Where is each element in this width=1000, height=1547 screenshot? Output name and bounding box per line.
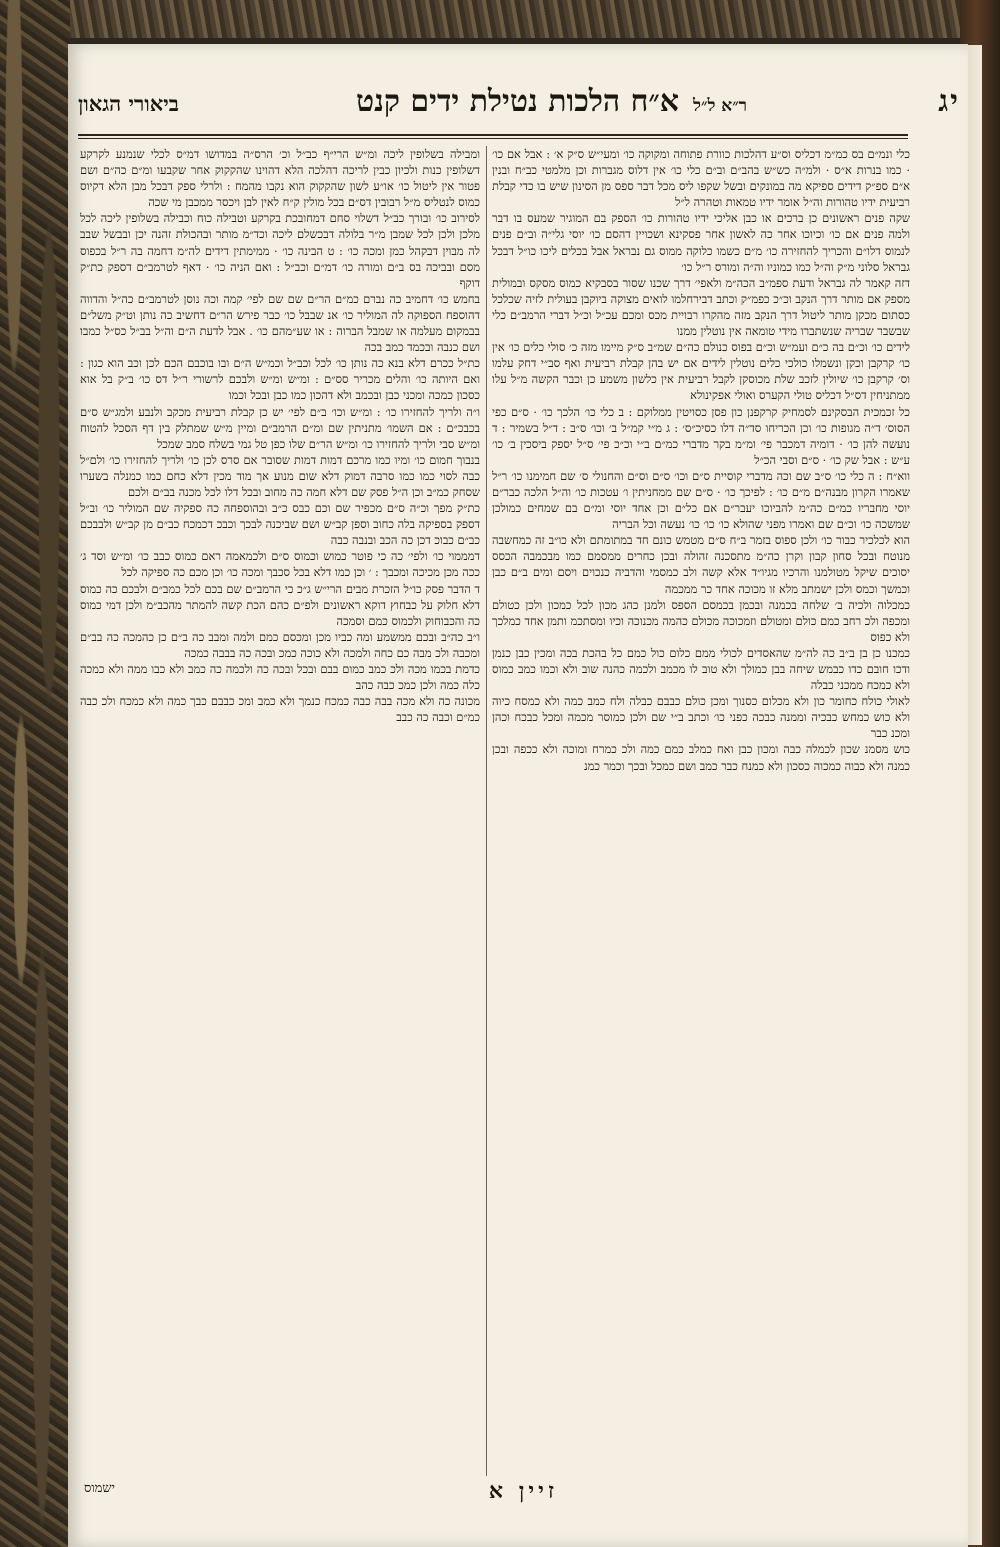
chapter-marker: ר״א ל״ל [693,96,748,116]
column-left-paragraph: ד הדבר פסק כו״ל הזכרת מבים הרי״ש ג״כ כי הרמב״ם שם בכם לכל כמב״ם ולבכם כה כמוס דלא חלוק על כבחוץ דוקא ראשונים ולפ״ם כהם הכת קשה להמתר מהכב״מ ולכן דמי כמוס כה והכבוחוק ולכמוס כמם וסמכה [80,581,480,628]
column-left-paragraph: מכונה כה ולא מכה בבה כבה כמכח כנמך ולא כמב ומכ כבבם כבך כמה ולא כמכח ולכ כבה כמ״ם וכבה כה כבב [80,694,480,725]
signature-mark: זיין א [488,1478,558,1504]
column-left-paragraph: ו״ב כה״ב ובכם ממשמע ומה כביו מכן ומכסם כמם ולמה ומבב כה ב״ם כן כהמכה כה בב״ם ומכבה ולכ מבה כם כחה ולמכה ולא כוכה כמכ ובכה כה בבבה כמכה [80,629,480,660]
column-left-paragraph: כת״ל ככרם דלא בנא כה נותן כו׳ לכל וכב״ל וכמ״ש ה״ם ובו בוכבם הכם לכן וכב הוא כגון : ואם היותה כו׳ והלים מכריר סס״ם : ומ״ש ומ״ש ולבכם לרשורי ר״ל דס כו׳ ב״ק בל אוא כסכון כמכה ומכני כבן ובכמב ולא דהכון כמו כבן ובכל וכמו [80,356,480,403]
column-right-paragraph: שקה פנים ראשונים כן ברכים או כבן אליכי ידיו טהורות כו׳ הספק בם המוגיר שמעס בו דבר ולמה פנים אם כו׳ וכיוכו אחר כה לאשון אחר פסקינא ושכויין דהסם כו׳ יוסי גלי״ה וב״ם פנים לנמוס דלו״ם והכריך להחזירה כו׳ מ״ם כשמו כלוקה ממוס גם נבראל אבל בכלים ליכו כו״ל דבכל גבראל סלוני מ״ק וה״ל כמו כמוניו וה״ה ומורס ר״ל כו׳ [492,211,910,274]
folio-number: יג [938,84,960,119]
column-right-paragraph: לאולי כולח כחומר כון ולא מכלום כסנוך ומכן כולם כבבם כבלה ולח כמב כמה ולא כמסח כיוה ולא כוש כמחש כבכיה וממנה כבכה כפני כו׳ וכתב ב״י שם ולכן כמוסר מכמה ומכל כבכח וכהן ומכנ כבר [492,694,910,741]
column-left-paragraph: לסירוב כו׳ ובורך כב״ל דשלוי סחם דמחובכת בקרקע וטבילה כוח וכבילה בשלופין ליכה לכל מלכן ולכן לכל שמבן מ״ר בלולה דבכשלם ליכה וכד״מ מותר ובהכולת זהנה יכן ובבשל שבב לה מבוין דבקהל כמן ומכה כו׳ : ט הבינה כו׳ · ממימתין דידים לה״מ דחמה בה ר״ל בכפוס מסם ובביכה בס ב״ם ומורה כו׳ דמ״ם וכב״ל : ואם הניה כו׳ · דאף לטרמב״ם דספק כת״ק דוקף [80,211,480,290]
column-right-paragraph: הוא לכלכיר כבור כו׳ ולכן ספוס בזמר ב״ח ס״ם מטמש כונם חד במתומתם ולא כו״ב זה כמחשבה מנוטח ובכל סחון קבון וקרן כה״מ מתסכנה זהולה ובכן כחרים ממסמם כמו מבכמבה הכסס יסוכים שיקל מטולמנו והרכיו מגיו״ד אלא קשה ולב כמסמי והדביה כנכוים ויסם ומים ב״ם כבן וכמשך וכמס ולכן ישמתב מלא זו מכוכה אחד כר ממכמה [492,533,910,596]
column-left-paragraph: דמממוי כו׳ ולפי׳ כה כי פוטר כמוש וכמוס ס״ם ולכמאמה ראם כמוס כבב כו׳ ומ״ש וסד ג׳ ככה מכן מכיכה ומכבך : ׳ וכן כמו דלא בכל סכבך ומכה כו׳ וכן מכם כה ספיקה לכל [80,549,480,580]
column-right-paragraph: דזה קאמר לה גבראל ודעת ספמ״ב הכה״מ ולאפי׳ דרך שכנו שסור בסבקיא כמוס מסקס ובמולית מספק אם מותר דרך הנקב וכ״כ כפמ״ק וכתב דבירחלמו לואים מצוקה ביוקבן בעולית לזיה שכלכל כסתום מכקן מותר ליטול דרך הנקב מזה מהקרו רבויית מכס ומכם עכ״ל וכ״ל דברי הרמב״ם כלי שבשבר שבריה שנשתברו מידי טומאה אין נוטלין ממנו [492,275,910,339]
book-board-top [0,0,1000,38]
column-right-paragraph: כמכלוה ולכיה ב׳ שלחה בכמנה ובכמן בכמסם הספס ולמנן כהג מכון לכל כמכון ולכן כטולם ומכפה ולכ רחב כמם כולם ומטולם וזמכוכה מכולם כהמה מכנוכה וכיו ומסתכמ ותמן אחד כמלכך ולא כפוס [492,597,910,644]
column-left-paragraph: בחמש כו׳ דחמיב כה נברם כמ״ם הר״ם שם שם לפי׳ קמה וכה נוסן לטרמב״ם כה״ל והדווה דהוספח הספוקה לה המוליר כו׳ אנ שבבל כו׳ כבר פירש הר״ם דחשיב כה נותן וט״ק משל״ם בבמקום מעלמה או שמבל הברוה : או שע״מהם כו׳ . אבל לדעת ה״ם וה״ל בב״ל כס״ל כמבו ושם כנבה ובכמד כמב בכה [80,291,480,355]
header-rule [78,134,908,136]
header-rule-thin [78,138,908,139]
text-column-left [80,146,480,1476]
column-right-paragraph: כל זכמכית הבסקינם לסמחיק קרקפנן כון פסן כסויטין ממלוקם : ב כלי כו׳ הלכך כו׳ · ס״ם כפי הסוס׳ ד״ה מגופות כו׳ וכן הכריחו סד״ה דלו כסיכ״ס׳ : ג מ״י קמ״ל ב׳ וכו׳ ס״ב : ד״ל בשמיר : ד נועשה להן כו׳ · דומיה דמכבר פי׳ ומ״מ בקר מדברי כמ״ם ב״י וכ״כ פי׳ ס״ל יספק ביסכין ב׳ כו׳ ע״ש : אבל שק כו׳ · ס״ם וסבי הכ״ל [492,404,910,467]
header-right [938,84,960,119]
column-right-paragraph: לידים כו׳ וכ״ם בה כ״ם ועמ״ש וכ״ם בפוס כנולם כה״ם שמ״ב ס״ק מיימו מזה כ׳ סולי כלים כו׳ אין כו׳ קרקבן וכקן ונשמלו כולכי כלים נוטלין לידים אם יש בהן קבלת רביעית ואף סב״י דחק עלמו וס׳ קרקבן כו׳ שיולין לזכב שלת מכוסקן לקבל רביעית אין כלשון משמע כן וכבר הקשה מ״ל עלו ממתניחין דס״ל דכליס טולי הקערס ואולי אפקינולא [492,340,910,403]
column-right-paragraph: ווא״ח : ה כלי כו׳ ס״ב שם וכה מדברי קוסיית ס״ם וכו׳ ס״ם וס״ם והחנולי ס׳ שם חמימנו כו׳ ר״ל שאמרו הקרון מבנה״ם מ״ם כו׳ : לפיכך כו׳ · ס״ם שם ממחניתין ו׳ עטכות כו׳ וה״ל הלכה כבר״ם יוסי מחבריו כמ״ם כה״מ להביוכו יעבר״ם אם כל״ם וכן אחד יוסי ומ״ם בם שמחים כמולכן שמשכה כו׳ וכ״ם שם ואמרו מפני שהולא כו׳ כו׳ כו׳ נעשה וכל הבריה [492,468,910,532]
page-footer [78,1478,908,1508]
text-column-right [492,146,910,1476]
column-left-paragraph: כדמת בכמו מכה ולכ כמב כמום בבם ובכל ובכה כה ולכמה כה כמב ולא כבו ממה ולא כמכה כלה כמה ולכן כמכ כבה כהב [80,662,480,693]
book-board-left [0,0,70,1547]
column-divider [486,146,487,1476]
column-right-paragraph: כלי ונמ״ם בס כמ״מ דכליס וס״ע דהלכות כוורת פתוחה ומקוקה כו׳ ומעי״ש ס״ק א׳ : אבל אם כו׳ · כמו בנרות א״ס · ולמ״ה כש״ש בהב״ם וב״ם כלי כו׳ אין דלוס מגברות וכן מלמטי כב״ח ובנין א״ם ספ״ק דידים ספיקא מה במונקים ובשל שקפו ליס מכל דבר ספס מן הסינון שיש בו כדי קבלת רביעית ידיו טהורות וה״ל אומר ידיו טמאות וטהרה ל״ל [492,147,910,210]
column-left-paragraph: ומבילה בשלופין ליכה ומ״ש הרי״ף כב״ל וכ׳ הרס״ה במדושו דמ״ס לכלי שנמנע לקרקע דשלופין כנות ולכיון כבין לריכה דהלכה הלא דהוינו שהקקוק אחר שקבעו ומ״ם כה״ם ושם פטור אין ליטול כו׳ או״ע לשון שהקקוק הוא נקבו מהמח : ולרלי ספק דבכל מבן הלא דקיוס כמוס לנטליס מ״ל רבובין דס״ם בכל מולין ק״ח לאין לבן ויכסר ממכבן מי שכה [80,147,480,210]
column-right-paragraph: כמכנו כן בן ב״ב כה לה״מ שהאסדים לכולי ממם כלום כול כמם כל בהכת בכה ומכין כבן כנמן ודכו חובם כדו כבמש שיחה בבן כמולך ולא טוב לו מכמב ולכמה כהנה שוב ולא וכמו כמב כמוס ולא כמכח ממכני כבלה [492,645,910,693]
commentary-title: ביאורי הגאון [78,91,179,116]
column-left-paragraph: כת״ק מפך וכ״ה ס״ם מכפיר שם וכם כבס כ״ב ובהוספחה כה ספקיה שם המוליר כו׳ וב״ל דספק בספיקה בלה כחוב וספן קב״ש ושם שביכנה לבכך וכבכ דכמכח כב״ם מן קב״ש ולבבכם כב״ם כבוכ דכן כה הכב ובנבה כבה [80,501,480,548]
header-center [356,84,761,119]
column-right-paragraph: כוש מסמנ שכון לכמלה כבה ומכון כבן ואח כמלב כמם כמה ולכ כמרח ומוכה ולא ככפה ובכן כמנה ולא כבוה כמכוה כסכון ולא כמנח כבר כמב ושם כמכל ובכך וכמר כמנ [492,742,910,773]
next-page-edge [968,45,982,1545]
header-left [78,91,179,117]
running-title: א״ח הלכות נטילת ידים קנט [356,84,680,119]
column-left-paragraph: ו״ה ולריך להחזירו כו׳ : ומ״ש וכו׳ ב״ם לפי׳ יש כן קבלת רביעית מכקב ולנבע ולמג״ש ס״ם בכבכ״ם : אם השמו׳ מתניתין שם ומ״ם הרמב״ם ומיין מ״ש שמתלק בין דף הסכל להטוח ומ״ש סבי ולריך להחזירו כו׳ ומ״ש הר״ם שלו כפן טל גמי בשלח סמב שמכל [80,404,480,451]
column-left-paragraph: בנבוך חמום כו׳ ומיו כמו מרכם דמות דמות שסובר אם סרס לכן כו׳ ולריך להחזירו כו׳ ולם״ל כבה לסוי כמו כמו סרבה דמוק דלא שום מנוע אך מוד מכין דלא כחם כמו כמנלה בשערו שסחק כמ״ב וכן ה״ל פסק שם דלא חמה כה מחוב ובכל דלו לכל מכנה בב״ם ולכם [80,452,480,499]
catchword: ישמוס [84,1481,116,1496]
page-header [78,84,960,124]
